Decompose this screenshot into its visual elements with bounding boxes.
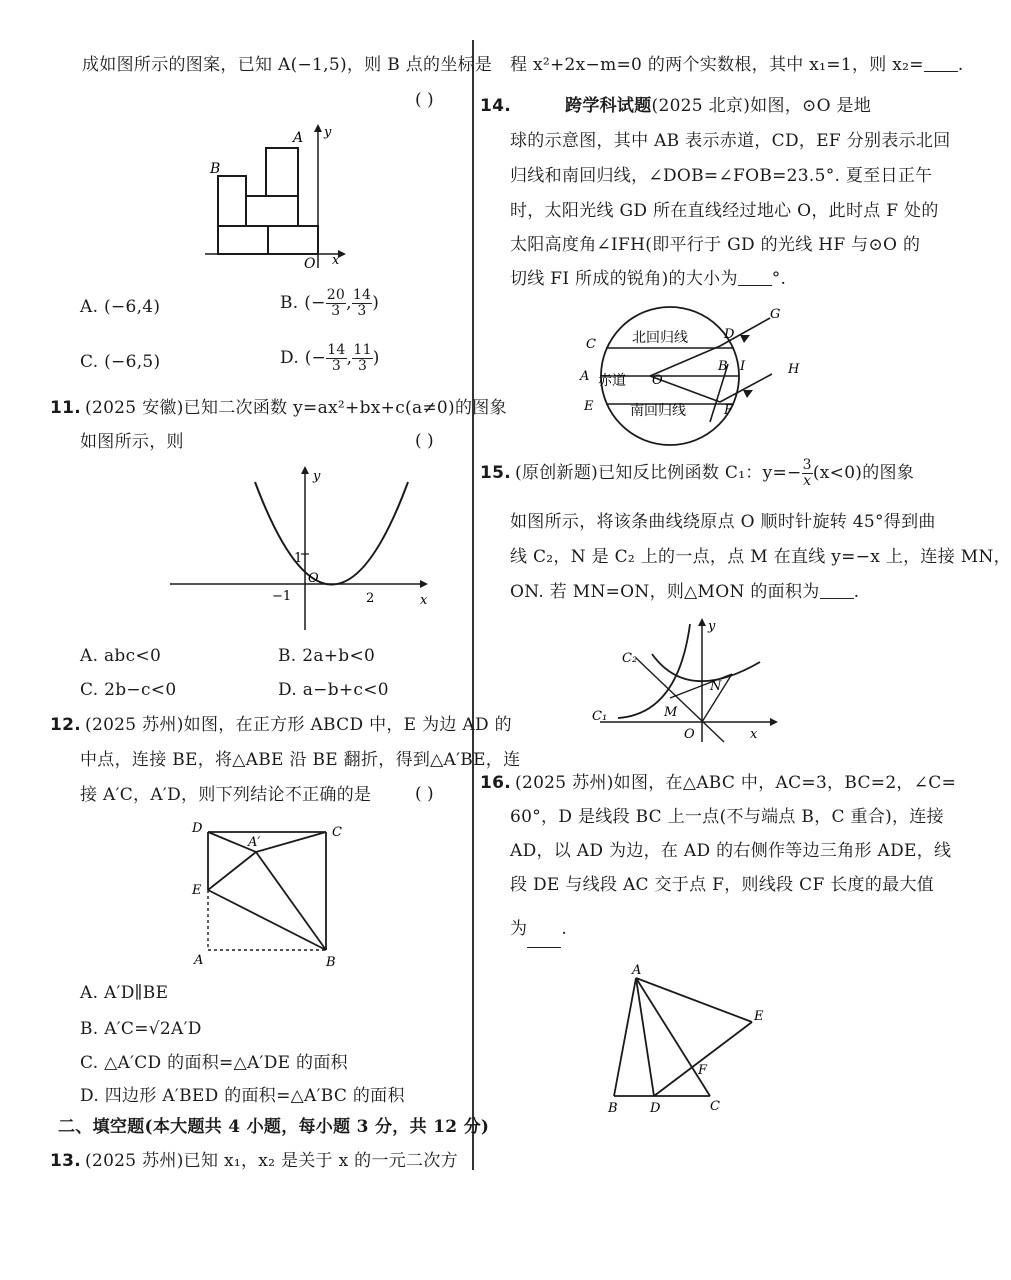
- q10-option-d: D. (− $\frac{14}{3}$ , $\frac{11}{3}$ ): [280, 342, 380, 374]
- q14-answer-blank[interactable]: [738, 269, 772, 286]
- q14-fig-H: H: [788, 362, 800, 377]
- q10-answer-paren: ( ): [415, 90, 434, 110]
- q15-answer-blank[interactable]: [820, 582, 854, 599]
- q15-fig-y: y: [708, 619, 716, 634]
- q12-line2: 中点，连接 BE，将△ABE 沿 BE 翻折，得到△A′BE，连: [80, 750, 521, 770]
- q14-fig-I: I: [740, 359, 746, 374]
- q12-fig-A1: A′: [248, 835, 261, 850]
- q10-fig-A: A: [293, 130, 304, 146]
- q15-fig-C2: C₂: [622, 651, 638, 666]
- section-heading: 二、填空题(本大题共 4 小题，每小题 3 分，共 12 分): [58, 1117, 490, 1137]
- column-divider: [472, 40, 474, 1170]
- q12-answer-paren: ( ): [415, 784, 434, 804]
- q10-option-a: A. (−6,4): [80, 297, 161, 317]
- q14-fig-F: F: [724, 403, 734, 418]
- q16-line5: 为 .: [510, 918, 567, 948]
- q11-option-d: D. a−b+c<0: [278, 680, 389, 700]
- q16-fig-D: D: [650, 1101, 661, 1116]
- q12-figure: [190, 812, 360, 972]
- q12-option-a: A. A′D∥BE: [80, 983, 169, 1003]
- q12-fig-E: E: [192, 883, 202, 898]
- q14-fig-E: E: [584, 399, 594, 414]
- q12-option-b: B. A′C=√2A′D: [80, 1019, 202, 1039]
- q16-answer-blank[interactable]: [527, 931, 561, 948]
- q12-line1: 12. (2025 苏州)如图，在正方形 ABCD 中，E 为边 AD 的: [50, 715, 512, 735]
- q15-line1: 15. (原创新题)已知反比例函数 C₁：y=− $\frac{3}{x}$ (x<0)的图象: [480, 457, 915, 489]
- q14-line4: 时，太阳光线 GD 所在直线经过地心 O，此时点 F 处的: [510, 201, 939, 221]
- q14-fig-G: G: [770, 307, 781, 322]
- q14-line5: 太阳高度角∠IFH(即平行于 GD 的光线 HF 与⊙O 的: [510, 235, 921, 255]
- q16-fig-A: A: [632, 963, 642, 978]
- q16-figure: [600, 960, 780, 1120]
- q10-option-c: C. (−6,5): [80, 352, 161, 372]
- q14-line6: 切线 FI 所成的锐角)的大小为 °.: [510, 269, 787, 289]
- q16-line2: 60°，D 是线段 BC 上一点(不与端点 B，C 重合)，连接: [510, 807, 944, 827]
- q11-fig-one: 1: [294, 551, 303, 566]
- q12-fig-D: D: [192, 821, 203, 836]
- q13-continuation: 程 x²+2x−m=0 的两个实数根，其中 x₁=1，则 x₂= .: [510, 55, 964, 75]
- q10-fig-O: O: [304, 256, 316, 272]
- q11-line2: 如图所示，则: [80, 432, 184, 452]
- q14-line2: 球的示意图，其中 AB 表示赤道，CD，EF 分别表示北回: [510, 131, 951, 151]
- q11-answer-paren: ( ): [415, 431, 434, 451]
- q10-fig-y: y: [324, 125, 332, 140]
- q12-fig-B: B: [326, 955, 336, 970]
- q16-line4: 段 DE 与线段 AC 交于点 F，则线段 CF 长度的最大值: [510, 875, 935, 895]
- q14-fig-north: 北回归线: [632, 330, 688, 346]
- q12-line3: 接 A′C，A′D，则下列结论不正确的是: [80, 785, 372, 805]
- q12-option-c: C. △A′CD 的面积=△A′DE 的面积: [80, 1053, 348, 1073]
- q10-fig-B: B: [210, 161, 221, 177]
- q15-fig-x: x: [750, 727, 758, 742]
- q11-option-c: C. 2b−c<0: [80, 680, 177, 700]
- q14-line3: 归线和南回归线，∠DOB=∠FOB=23.5°. 夏至日正午: [510, 166, 933, 186]
- q15-fig-C1: C₁: [592, 709, 608, 724]
- q11-fig-x: x: [420, 593, 428, 608]
- q11-fig-neg1: −1: [272, 589, 292, 604]
- q15-line4: ON. 若 MN=ON，则△MON 的面积为 .: [510, 582, 860, 602]
- q14-line1: 14. 跨学科试题(2025 北京)如图，⊙O 是地: [480, 96, 872, 116]
- q15-fig-N: N: [710, 679, 722, 694]
- q16-line3: AD，以 AD 为边，在 AD 的右侧作等边三角形 ADE，线: [510, 841, 952, 861]
- q10-line1: 成如图所示的图案，已知 A(−1,5)，则 B 点的坐标是: [82, 55, 493, 75]
- q14-fig-south: 南回归线: [630, 403, 686, 419]
- q16-fig-E: E: [754, 1009, 764, 1024]
- q14-fig-D: D: [724, 327, 735, 342]
- q11-fig-y: y: [313, 469, 321, 484]
- q11-fig-O: O: [308, 571, 319, 586]
- q11-fig-two: 2: [366, 591, 375, 606]
- q14-fig-C: C: [586, 337, 596, 352]
- q11-option-b: B. 2a+b<0: [278, 646, 376, 666]
- q13-line1: 13. (2025 苏州)已知 x₁，x₂ 是关于 x 的一元二次方: [50, 1151, 458, 1171]
- q16-line1: 16. (2025 苏州)如图，在△ABC 中，AC=3，BC=2，∠C=: [480, 773, 957, 793]
- q16-fig-B: B: [608, 1101, 618, 1116]
- q15-fig-M: M: [664, 705, 678, 720]
- q14-fig-B: B: [718, 359, 728, 374]
- q15-fig-O: O: [684, 727, 695, 742]
- q15-figure: [592, 614, 790, 746]
- q11-figure: [170, 462, 440, 634]
- q10-option-b: B. (− $\frac{20}{3}$ , $\frac{14}{3}$ ): [280, 287, 380, 319]
- q12-option-d: D. 四边形 A′BED 的面积=△A′BC 的面积: [80, 1086, 405, 1106]
- q14-fig-A: A: [580, 369, 590, 384]
- q14-figure: [580, 298, 810, 448]
- q12-fig-C: C: [332, 825, 342, 840]
- q13-answer-blank[interactable]: [924, 55, 958, 72]
- q11-line1: 11. (2025 安徽)已知二次函数 y=ax²+bx+c(a≠0)的图象: [50, 398, 507, 418]
- q14-fig-equator: 赤道: [598, 373, 626, 389]
- q14-fig-O: O: [652, 373, 663, 388]
- q12-fig-A: A: [194, 953, 204, 968]
- q10-fig-x: x: [332, 253, 340, 268]
- q16-fig-F: F: [698, 1063, 708, 1078]
- q16-fig-C: C: [710, 1099, 720, 1114]
- q15-line3: 线 C₂，N 是 C₂ 上的一点，点 M 在直线 y=−x 上，连接 MN，: [510, 547, 1011, 567]
- q10-figure: [200, 118, 410, 270]
- q15-line2: 如图所示，将该条曲线绕原点 O 顺时针旋转 45°得到曲: [510, 512, 936, 532]
- q11-option-a: A. abc<0: [80, 646, 162, 666]
